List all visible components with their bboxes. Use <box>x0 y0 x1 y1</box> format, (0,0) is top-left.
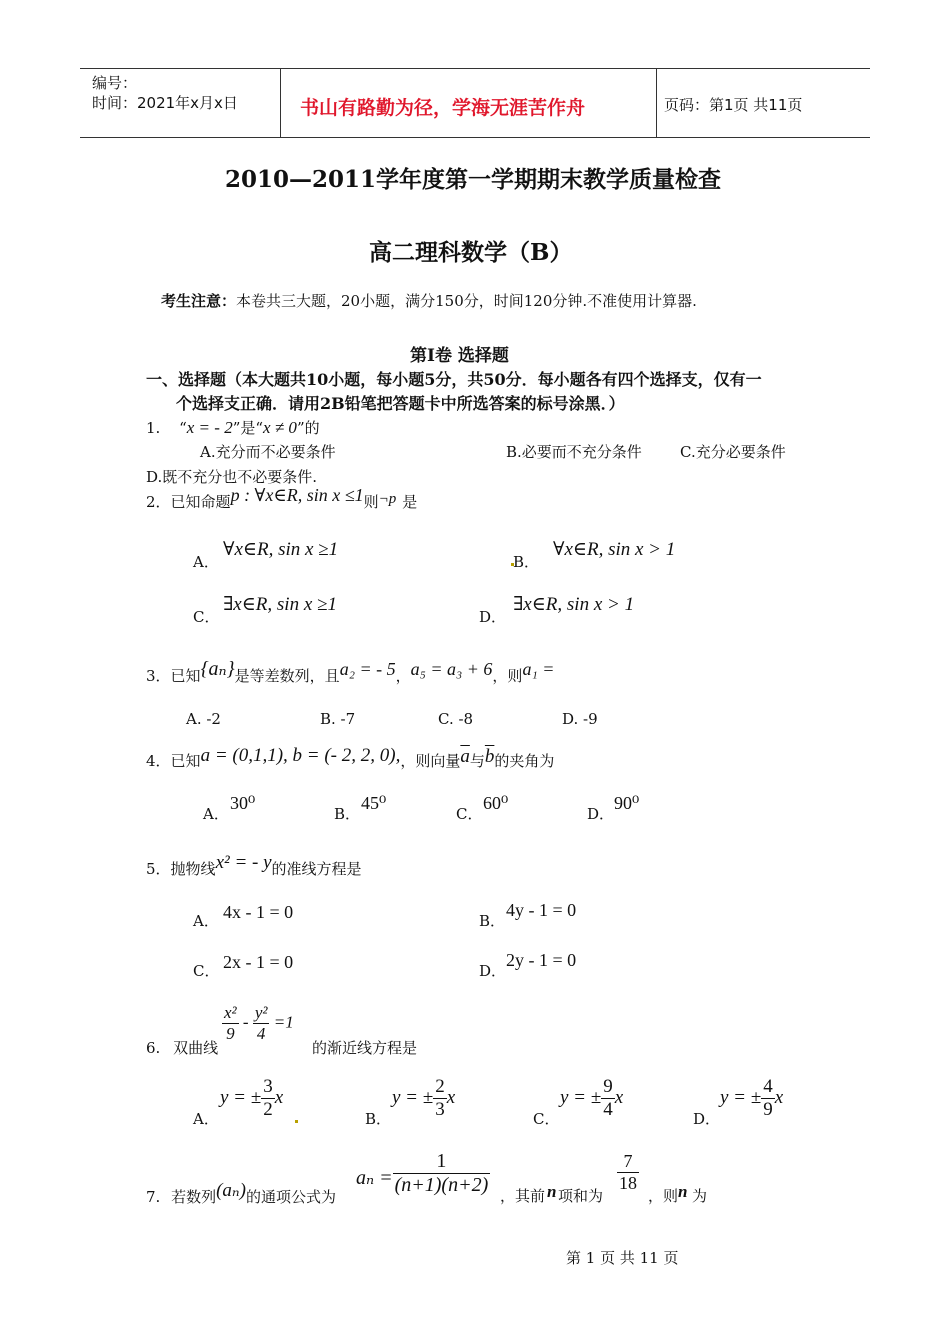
q7-formula-denominator: (n+1)(n+2) <box>394 1174 489 1196</box>
q6-number: 6. <box>146 1039 161 1057</box>
q4-b-label: B． <box>334 805 361 823</box>
q6-b-denominator: 3 <box>435 1099 445 1120</box>
q6-b-prefix: y = ± <box>392 1086 434 1108</box>
q1-quote-end: ”的 <box>296 419 320 437</box>
q3-then: ，则 <box>492 667 523 685</box>
date-label: 时间：2021年x月x日 <box>92 94 238 112</box>
q7-sum-numerator: 7 <box>617 1151 639 1173</box>
q6-x-fraction <box>222 1003 239 1044</box>
q2-option-c: ∃x∈R, sin x ≥1 <box>223 594 337 615</box>
q2-stem <box>146 485 418 512</box>
q7-stem-mid3: 项和为 <box>558 1187 604 1205</box>
q1-open-quote: “ <box>179 419 187 437</box>
q6-option-d <box>720 1076 783 1121</box>
q6-b-numerator: 2 <box>435 1076 445 1097</box>
q5-a-label: A． <box>193 912 219 930</box>
q7-sum-fraction <box>617 1151 639 1194</box>
q6-c-label: C． <box>533 1110 560 1128</box>
q7-stem-post: 为 <box>692 1187 708 1205</box>
q2-option-d: ∃x∈R, sin x > 1 <box>513 594 635 615</box>
notice-text: 本卷共三大题，20小题，满分150分，时间120分钟.不准使用计算器. <box>236 292 697 310</box>
q6-equals-one: =1 <box>273 1012 294 1032</box>
q3-option-b: B. -7 <box>320 710 356 728</box>
q2-a-label: A． <box>193 553 219 571</box>
notice <box>161 290 697 311</box>
q6-d-fraction <box>761 1076 775 1121</box>
q2-stem-post: 是 <box>402 493 418 511</box>
q6-c-prefix: y = ± <box>560 1086 602 1108</box>
q3-stem-pre: 已知 <box>170 667 201 685</box>
q6-d-denominator: 9 <box>763 1099 773 1120</box>
q7-formula-fraction <box>393 1150 491 1197</box>
q7-n2: n <box>678 1182 688 1201</box>
q3-sequence: {aₙ} <box>200 658 235 680</box>
q5-stem-post: 的准线方程是 <box>271 860 362 878</box>
q2-stem-pre: 已知命题 <box>170 493 231 511</box>
q5-stem-pre: 抛物线 <box>170 860 216 878</box>
q6-c-suffix: x <box>614 1086 624 1108</box>
notice-label: 考生注意： <box>161 292 237 310</box>
q4-d-label: D． <box>587 805 615 823</box>
q6-a-suffix: x <box>274 1086 284 1108</box>
q6-c-denominator: 4 <box>603 1099 613 1120</box>
part-title: 第Ⅰ卷 选择题 <box>410 346 509 366</box>
page-footer: 第 1 页 共 11 页 <box>566 1249 679 1267</box>
motto: 书山有路勤为径，学海无涯苦作舟 <box>300 97 586 119</box>
q1-option-a: A.充分而不必要条件 <box>200 443 336 461</box>
q6-minus: - <box>242 1012 249 1032</box>
section-heading-line2: 个选择支正确．请用2B铅笔把答题卡中所选答案的标号涂黑．） <box>176 394 625 413</box>
q4-option-a: 30⁰ <box>230 793 256 813</box>
q3-condition2: a₅ = a₃ + 6 <box>410 659 493 679</box>
q3-ask: a₁ = <box>522 659 555 679</box>
q5-option-c: 2x - 1 = 0 <box>223 952 294 972</box>
q6-option-a <box>220 1076 283 1121</box>
q5-d-label: D． <box>479 962 507 980</box>
q5-b-label: B． <box>479 912 506 930</box>
q6-a-denominator: 2 <box>263 1099 273 1120</box>
section-heading-line1: 一、选择题（本大题共10小题，每小题5分，共50分．每小题各有四个选择支，仅有一 <box>146 370 762 389</box>
q4-option-b: 45⁰ <box>361 793 387 813</box>
q2-negation: ¬p <box>378 491 397 507</box>
q5-option-b: 4y - 1 = 0 <box>506 900 577 920</box>
q1-stem <box>146 417 320 438</box>
q5-curve: x² = - y <box>215 852 272 873</box>
exam-title: 2010—2011学年度第一学期期末教学质量检查 <box>225 166 722 193</box>
q2-d-label: D． <box>479 608 507 626</box>
serial-label: 编号： <box>92 74 138 92</box>
q4-option-c: 60⁰ <box>483 793 509 813</box>
q6-c-numerator: 9 <box>603 1076 613 1097</box>
q6-d-suffix: x <box>774 1086 784 1108</box>
q1-number: 1. <box>146 419 161 437</box>
q7-stem-mid4: ，则 <box>648 1187 679 1205</box>
q7-sum-frac <box>617 1151 639 1194</box>
q5-stem <box>146 852 362 880</box>
q7-sequence: (aₙ) <box>216 1180 246 1201</box>
q7-stem-mid2: ，其前 <box>500 1187 546 1205</box>
q6-y-fraction <box>253 1003 270 1044</box>
q6-stem-post: 的渐近线方程是 <box>312 1039 418 1057</box>
q3-option-c: C. -8 <box>438 710 474 728</box>
q2-number: 2． <box>146 493 171 511</box>
q3-stem <box>146 658 555 687</box>
q7-stem-mid: 的通项公式为 <box>245 1188 336 1206</box>
q4-vector-b: $\overline{b}$ <box>484 746 495 767</box>
q4-stem-post: 的夹角为 <box>494 752 555 770</box>
q6-b-fraction <box>433 1076 447 1121</box>
q3-stem-mid: 是等差数列，且 <box>234 667 340 685</box>
q7-an: aₙ = <box>356 1167 393 1190</box>
q2-proposition: p : ∀x∈R, sin x ≤1 <box>230 485 364 505</box>
q1-option-b: B.必要而不充分条件 <box>506 443 642 461</box>
q6-y-denominator: 4 <box>256 1024 266 1043</box>
q7-formula <box>356 1150 490 1197</box>
header-divider <box>656 69 657 137</box>
q7-stem-pre: 若数列 <box>171 1188 217 1206</box>
q6-d-label: D． <box>693 1110 721 1128</box>
q7-stem-start <box>146 1180 336 1208</box>
speck <box>295 1120 298 1123</box>
q2-option-a: ∀x∈R, sin x ≥1 <box>223 539 339 560</box>
q3-comma: ， <box>395 667 411 685</box>
q7-n1: n <box>547 1182 557 1201</box>
q4-vectors: a = (0,1,1), b = (- 2, 2, 0), <box>200 745 401 766</box>
q6-hyperbola <box>222 1003 294 1044</box>
q3-number: 3． <box>146 667 171 685</box>
q4-a-label: A． <box>203 805 229 823</box>
q1-quote-mid: ”是“ <box>232 419 264 437</box>
q7-number: 7. <box>146 1188 161 1206</box>
q3-option-d: D. -9 <box>562 710 598 728</box>
q5-option-a: 4x - 1 = 0 <box>223 902 294 922</box>
q6-a-prefix: y = ± <box>220 1086 262 1108</box>
q6-y-numerator: y² <box>254 1003 268 1022</box>
q7-formula-numerator: 1 <box>393 1150 491 1174</box>
q4-stem-pre: 已知 <box>170 752 201 770</box>
q2-option-b: ∀x∈R, sin x > 1 <box>553 539 676 560</box>
q4-vector-a: $\overline{a}$ <box>460 746 470 767</box>
q4-yu: 与 <box>469 752 485 770</box>
q2-b-label: B． <box>513 553 540 571</box>
q6-stem-pre: 双曲线 <box>173 1039 219 1057</box>
q4-c-label: C． <box>456 805 483 823</box>
q3-condition1: a₂ = - 5 <box>339 659 396 679</box>
q2-then: 则 <box>363 493 379 511</box>
q2-c-label: C． <box>193 608 220 626</box>
q6-x-denominator: 9 <box>226 1024 235 1043</box>
q4-number: 4． <box>146 752 171 770</box>
q5-option-d: 2y - 1 = 0 <box>506 950 577 970</box>
q6-c-fraction <box>601 1076 615 1121</box>
q4-stem <box>146 745 555 772</box>
q6-b-suffix: x <box>446 1086 456 1108</box>
q6-a-label: A． <box>193 1110 219 1128</box>
q4-stem-mid: ，则向量 <box>400 752 461 770</box>
q6-option-b <box>392 1076 455 1121</box>
q6-number-stem <box>146 1037 218 1058</box>
q7-sum-denominator: 18 <box>619 1173 637 1193</box>
q3-option-a: A. -2 <box>186 710 221 728</box>
q6-option-c <box>560 1076 623 1121</box>
page-info: 页码：第1页 共11页 <box>664 96 803 114</box>
q6-b-label: B． <box>365 1110 392 1128</box>
q1-condition2: x ≠ 0 <box>263 418 297 437</box>
exam-subtitle: 高二理科数学（B） <box>369 239 573 266</box>
q5-number: 5． <box>146 860 171 878</box>
q4-option-d: 90⁰ <box>614 793 640 813</box>
q6-a-fraction <box>261 1076 275 1121</box>
header-divider <box>280 69 281 137</box>
q5-c-label: C． <box>193 962 220 980</box>
q6-d-prefix: y = ± <box>720 1086 762 1108</box>
q6-a-numerator: 3 <box>263 1076 273 1097</box>
q1-option-d: D.既不充分也不必要条件. <box>146 468 318 486</box>
q6-x-numerator: x² <box>224 1003 237 1022</box>
q6-d-numerator: 4 <box>763 1076 773 1097</box>
q1-option-c: C.充分必要条件 <box>680 443 786 461</box>
q1-condition1: x = - 2 <box>186 418 233 437</box>
